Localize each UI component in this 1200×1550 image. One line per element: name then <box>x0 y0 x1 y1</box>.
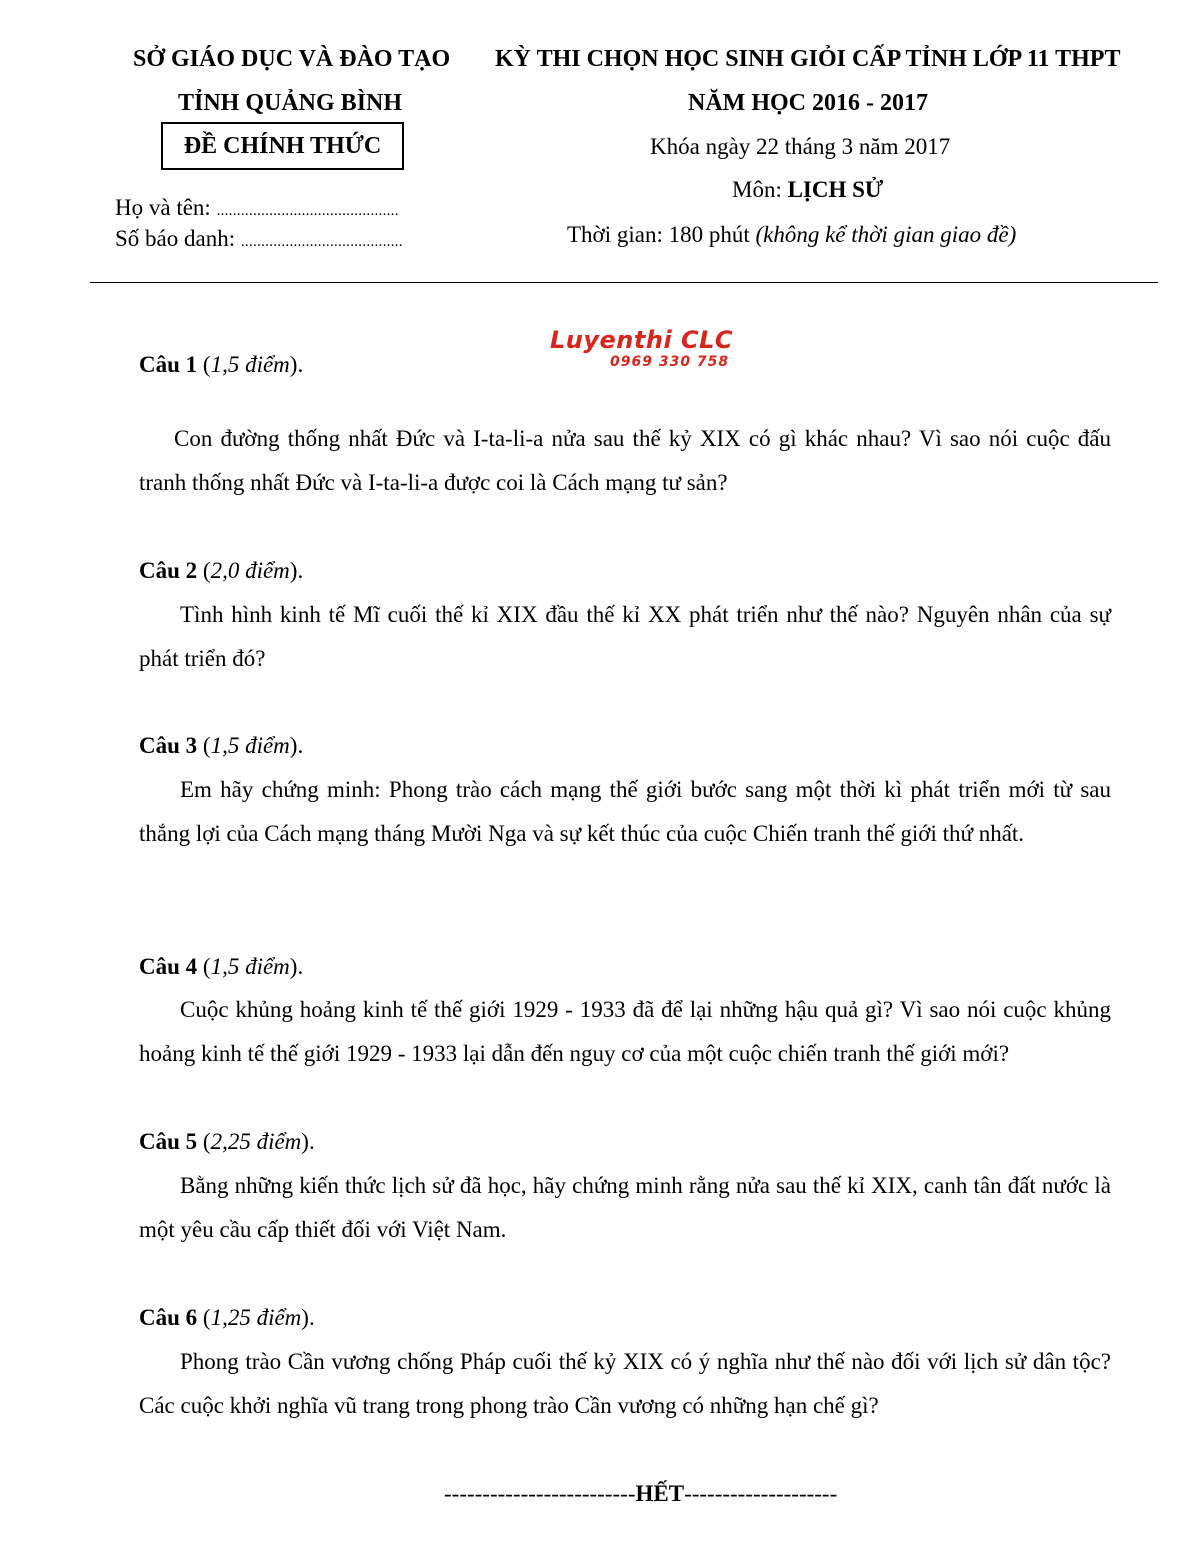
question-3-text: Em hãy chứng minh: Phong trào cách mạng thế giới bước sang một thời kì phát triển mới từ sau thắng lợi của Cách mạng tháng Mười Nga và sự kết thúc của cuộc Chiến tranh thế giới thứ nhất. <box>139 777 1111 846</box>
question-3-points: 1,5 điểm <box>210 733 290 758</box>
end-marker <box>444 1481 837 1507</box>
time-note: (không kể thời gian giao đề) <box>755 222 1017 247</box>
question-3-label: Câu 3 <box>139 733 198 758</box>
question-1-title: Câu 1 (1,5 điểm). <box>139 352 304 377</box>
question-2-title: Câu 2 (2,0 điểm). <box>139 558 304 583</box>
question-1-body <box>139 417 1111 505</box>
subject-name: LỊCH SỬ <box>787 177 884 202</box>
department-name: SỞ GIÁO DỤC VÀ ĐÀO TẠO <box>133 46 451 72</box>
question-5-label: Câu 5 <box>139 1129 198 1154</box>
question-3-title: Câu 3 (1,5 điểm). <box>139 733 304 758</box>
question-2-label: Câu 2 <box>139 558 198 583</box>
candidate-number-label: Số báo danh: <box>115 226 236 251</box>
question-1-text: Con đường thống nhất Đức và I-ta-li-a nửa sau thế kỷ XIX có gì khác nhau? Vì sao nói cuộc đấu tranh thống nhất Đức và I-ta-li-a được coi là Cách mạng tư sản? <box>139 426 1111 495</box>
exam-title: KỲ THI CHỌN HỌC SINH GIỎI CẤP TỈNH LỚP 11 THPT <box>495 46 1121 72</box>
subject-line <box>732 177 883 203</box>
question-2-text: Tình hình kinh tế Mĩ cuối thế kỉ XIX đầu thế kỉ XX phát triển như thế nào? Nguyên nhân của sự phát triển đó? <box>139 602 1111 671</box>
time-label: Thời gian: 180 phút <box>567 222 750 247</box>
exam-date: Khóa ngày 22 tháng 3 năm 2017 <box>650 134 951 159</box>
watermark-phone: 0969 330 758 <box>610 354 730 370</box>
watermark-brand: Luyenthi CLC <box>550 326 734 354</box>
province-name: TỈNH QUẢNG BÌNH <box>178 90 403 116</box>
question-6-title: Câu 6 (1,25 điểm). <box>139 1305 315 1330</box>
question-3-body <box>139 768 1111 856</box>
question-4-text: Cuộc khủng hoảng kinh tế thế giới 1929 - 1933 đã để lại những hậu quả gì? Vì sao nói cuộc khủng hoảng kinh tế thế giới 1929 - 1933 lại dẫn đến nguy cơ của một cuộc chiến tranh thế giới mới? <box>139 997 1111 1066</box>
official-exam-box <box>161 122 404 170</box>
watermark-logo <box>550 326 770 374</box>
question-6-label: Câu 6 <box>139 1305 198 1330</box>
end-word: HẾT <box>635 1481 685 1506</box>
question-5-body <box>139 1164 1111 1252</box>
candidate-number-dots: ........................................ <box>240 234 403 250</box>
question-2-body <box>139 593 1111 681</box>
question-1-label: Câu 1 <box>139 352 198 377</box>
candidate-name-dots: ............................................. <box>216 203 399 219</box>
end-dashes-right: -------------------- <box>684 1481 838 1506</box>
candidate-number-field <box>115 226 403 252</box>
question-5-title: Câu 5 (2,25 điểm). <box>139 1129 315 1154</box>
candidate-name-label: Họ và tên: <box>115 195 211 220</box>
question-4-points: 1,5 điểm <box>210 954 290 979</box>
question-5-text: Bằng những kiến thức lịch sử đã học, hãy chứng minh rằng nửa sau thế kỉ XIX, canh tân đất nước là một yêu cầu cấp thiết đối với Việt Nam. <box>139 1173 1111 1242</box>
question-6-text: Phong trào Cần vương chống Pháp cuối thế kỷ XIX có ý nghĩa như thế nào đối với lịch sử dân tộc? Các cuộc khởi nghĩa vũ trang trong phong trào Cần vương có những hạn chế gì? <box>139 1349 1111 1418</box>
question-4-body <box>139 988 1111 1076</box>
question-4-label: Câu 4 <box>139 954 198 979</box>
time-line <box>567 222 1016 248</box>
question-1-points: 1,5 điểm <box>210 352 290 377</box>
question-2-points: 2,0 điểm <box>210 558 290 583</box>
subject-label: Môn: <box>732 177 782 202</box>
question-6-points: 1,25 điểm <box>210 1305 302 1330</box>
question-6-body <box>139 1340 1111 1428</box>
end-dashes-left: ------------------------- <box>444 1481 636 1506</box>
question-5-points: 2,25 điểm <box>210 1129 302 1154</box>
official-exam-label: ĐỀ CHÍNH THỨC <box>183 132 382 159</box>
school-year: NĂM HỌC 2016 - 2017 <box>688 90 928 116</box>
question-4-title: Câu 4 (1,5 điểm). <box>139 954 304 979</box>
candidate-name-field <box>115 195 399 221</box>
header-divider <box>90 282 1158 283</box>
